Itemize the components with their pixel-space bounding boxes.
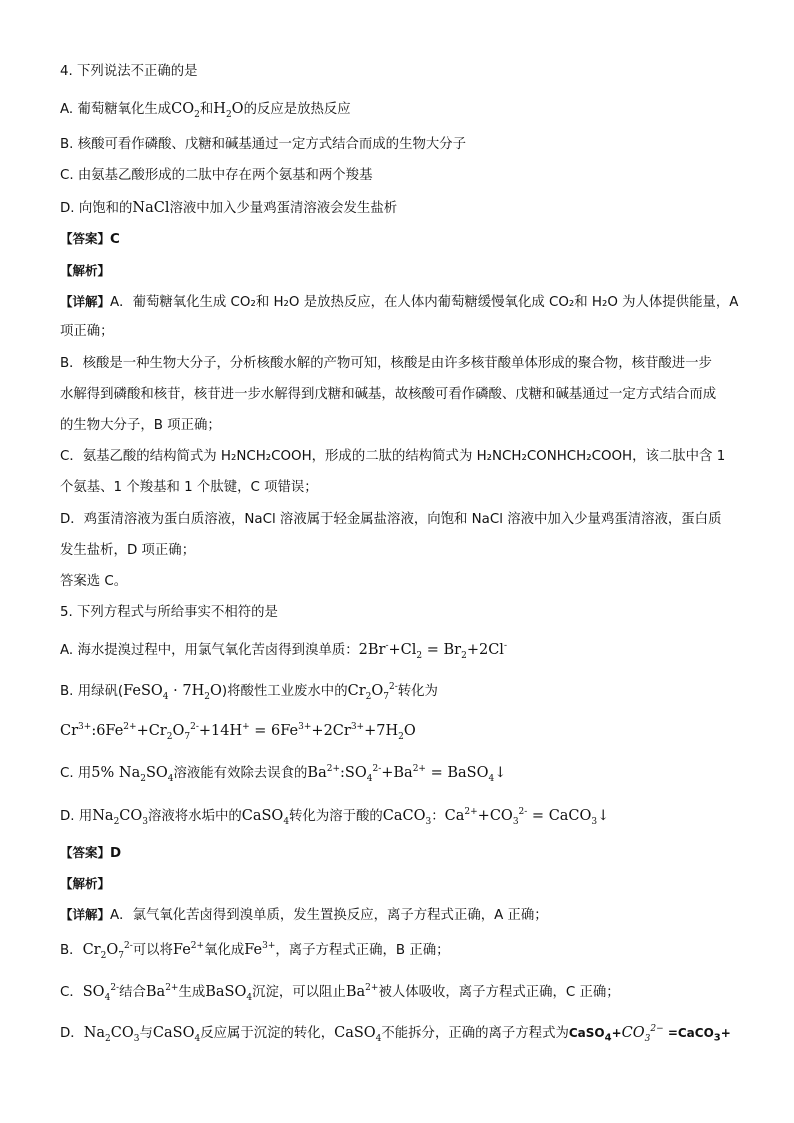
q5-option-d: D. 用$Na_2CO_3$溶液将水垢中的CaSO$_4$转化为溶于酸的CaCO$_3$：$Ca^{2+}+CO_3^{2-}$ = CaCO$_3$↓ <box>60 807 610 827</box>
q5-analysis-label: 【解析】 <box>60 876 111 891</box>
q5-explanation-3: C．$SO_4^{2-}$结合$Ba^{2+}$生成BaSO$_4$沉淀，可以阻止$Ba^{2+}$被人体吸收，离子方程式正确，C 正确； <box>60 983 620 1003</box>
q4-explanation-2: 项正确； <box>60 324 114 339</box>
q4-conclusion: 答案选 C。 <box>60 574 128 589</box>
q4-explanation-3: B．核酸是一种生物大分子，分析核酸水解的产物可知，核酸是由许多核苷酸单体形成的聚合物，核苷酸进一步 <box>60 356 712 371</box>
q4-analysis-label: 【解析】 <box>60 263 111 278</box>
q4-explanation-7: 个氨基、1 个羧基和 1 个肽键，C 项错误； <box>60 480 318 495</box>
q5-explanation-4: D．$Na_2CO_3$与CaSO$_4$反应属于沉淀的转化，CaSO$_4$不能拆分，正确的离子方程式为$CaSO_4+CO_3^{2-}$ =CaCO$_3$+ <box>60 1024 731 1044</box>
q5-option-a: A. 海水提溴过程中，用氯气氧化苦卤得到溴单质：$2Br^-+Cl_2 = Br_2+2Cl^-$ <box>60 641 507 661</box>
q4-option-c: C. 由氨基乙酸形成的二肽中存在两个氨基和两个羧基 <box>60 168 373 183</box>
q5-option-b-equation: $Cr^{3+}:6Fe^{2+}+Cr_2O_7^{2-}+14H^+ = 6Fe^{3+}+2Cr^{3+}+7H_2O$ <box>60 722 416 742</box>
q5-explanation-2: B．$Cr_2O_7^{2-}$可以将$Fe^{2+}$氧化成$Fe^{3+}$，离子方程式正确，B 正确； <box>60 941 450 961</box>
q5-option-c: C. 用5% $Na_2SO_4$溶液能有效除去误食的$Ba^{2+}:SO_4^{2-}+Ba^{2+}$ = BaSO$_4$↓ <box>60 764 507 784</box>
q5-answer: 【答案】D <box>60 845 122 861</box>
q4-explanation-8: D．鸡蛋清溶液为蛋白质溶液，NaCl 溶液属于轻金属盐溶液，向饱和 NaCl 溶液中加入少量鸡蛋清溶液，蛋白质 <box>60 512 722 527</box>
q4-explanation-9: 发生盐析，D 项正确； <box>60 543 196 558</box>
q4-answer: 【答案】C <box>60 231 120 247</box>
q4-explanation-1: 【详解】A．葡萄糖氧化生成 CO₂和 H₂O 是放热反应，在人体内葡萄糖缓慢氧化成 CO₂和 H₂O 为人体提供能量，A <box>60 294 739 310</box>
q4-explanation-6: C．氨基乙酸的结构简式为 H₂NCH₂COOH，形成的二肽的结构简式为 H₂NCH₂CONHCH₂COOH，该二肽中含 1 <box>60 449 726 464</box>
q5-stem: 5. 下列方程式与所给事实不相符的是 <box>60 605 278 620</box>
q4-explanation-4: 水解得到磷酸和核苷，核苷进一步水解得到戊糖和碱基，故核酸可看作磷酸、戊糖和碱基通过一定方式结合而成 <box>60 387 717 402</box>
q4-option-b: B. 核酸可看作磷酸、戊糖和碱基通过一定方式结合而成的生物大分子 <box>60 137 467 152</box>
q4-option-d: D. 向饱和的NaCl溶液中加入少量鸡蛋清溶液会发生盐析 <box>60 200 398 216</box>
q4-stem: 4. 下列说法不正确的是 <box>60 64 198 79</box>
q5-option-b: B. 用绿矾(FeSO$_4$ · $7H_2O$)将酸性工业废水中的$Cr_2O_7^{2-}$转化为 <box>60 682 438 702</box>
q4-explanation-5: 的生物大分子，B 项正确； <box>60 418 221 433</box>
q5-explanation-1: 【详解】A．氯气氧化苦卤得到溴单质，发生置换反应，离子方程式正确，A 正确； <box>60 907 548 923</box>
q4-option-a: A. 葡萄糖氧化生成$CO_2$和$H_2O$的反应是放热反应 <box>60 101 351 120</box>
